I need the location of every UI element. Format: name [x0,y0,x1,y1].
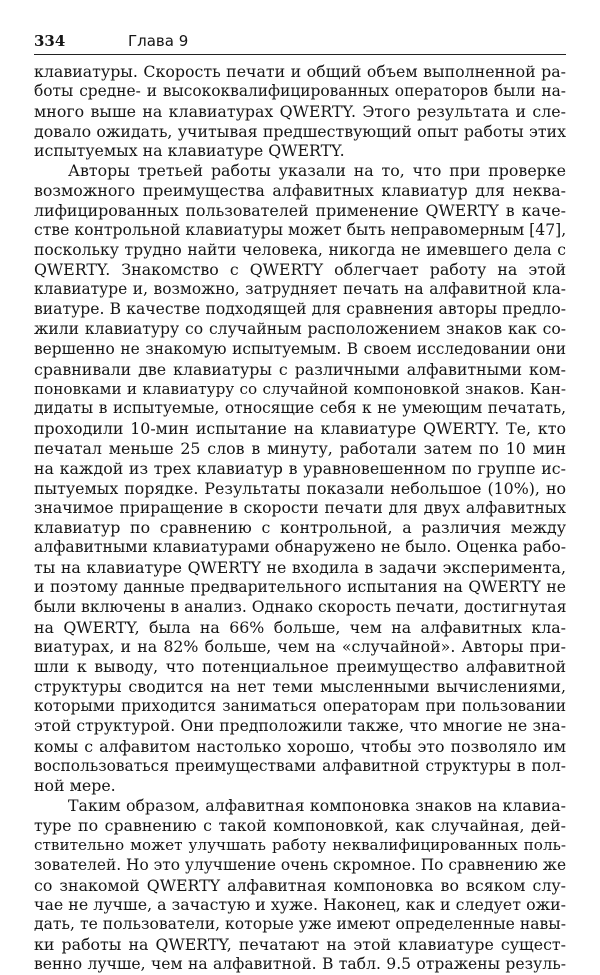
text-line: воспользоваться преимуществами алфавитной структуры в пол- [34,756,566,775]
text-line: венно лучше, чем на алфавитной. В табл. 9.5 отражены резуль- [34,954,566,973]
text-line: испытуемых на клавиатуре QWERTY. [34,141,345,161]
chapter-title: Глава 9 [128,32,189,50]
text-line: довало ожидать, учитывая предшествующий опыт работы этих [34,121,566,141]
page-number: 334 [34,32,66,50]
text-line: структуры сводится на нет теми мысленными вычислениями, [34,677,566,697]
text-line: жили клавиатуру со случайным расположением знаков как со- [34,319,566,338]
text-line: ной мере. [34,776,116,796]
text-line: лифицированных пользователей применение QWERTY в каче- [34,200,566,220]
text-line: и поэтому данные предварительного испытания на QWERTY не [34,577,566,596]
text-line: клавиатур по сравнению с контрольной, а различия между [34,518,566,538]
text-line: виатурах, и на 82% больше, чем на «случайной». Авторы при- [34,637,566,657]
text-line: виатуре. В качестве подходящей для сравнения авторы предло- [34,300,566,319]
text-line: стве контрольной клавиатуры может быть неправомерным [47], [34,220,566,239]
text-line: на каждой из трех клавиатур в уравновешенном по группе ис- [34,458,566,478]
text-line: QWERTY. Знакомство с QWERTY облегчает работу на этой [34,260,566,280]
text-line: алфавитными клавиатурами обнаружено не было. Оценка рабо- [34,538,566,557]
text-line: зователей. Но это улучшение очень скромное. По сравнению же [34,855,566,874]
text-line: поновками и клавиатуру со случайной компоновкой знаков. Кан- [34,379,566,398]
text-line: были включены в анализ. Однако скорость печати, достигнутая [34,597,566,616]
text-line: ты на клавиатуре QWERTY не входила в задачи эксперимента, [34,558,566,578]
text-line: туре по сравнению с такой компоновкой, как случайная, дей- [34,816,566,836]
text-line: Таким образом, алфавитная компоновка знаков на клавиа- [68,796,566,816]
text-line: этой структурой. Они предположили также, что многие не зна- [34,716,566,735]
text-line: значимое приращение в скорости печати для двух алфавитных [34,498,566,517]
text-line: проходили 10-мин испытание на клавиатуре QWERTY. Те, кто [34,419,566,439]
text-line: клавиатуры. Скорость печати и общий объем выполненной ра- [34,62,566,81]
text-line: поскольку трудно найти человека, никогда не имевшего дела с [34,240,566,259]
text-line: пытуемых порядке. Результаты показали небольшое (10%), но [34,478,566,498]
text-line: печатал меньше 25 слов в минуту, работали затем по 10 мин [34,439,566,459]
text-line: вершенно не знакомую испытуемым. В своем исследовании они [34,339,566,358]
text-line: Авторы третьей работы указали на то, что при проверке [68,161,566,181]
text-line: дать, те пользователи, которые уже имеют определенные навы- [34,915,566,934]
text-line: на QWERTY, была на 66% больше, чем на алфавитных кла- [34,617,566,637]
text-line: клавиатуре и, возможно, затрудняет печать на алфавитной кла- [34,280,566,299]
text-line: со знакомой QWERTY алфавитная компоновка во всяком слу- [34,875,566,895]
text-line: ки работы на QWERTY, печатают на этой клавиатуре сущест- [34,935,566,955]
text-line: чае не лучше, а зачастую и хуже. Наконец, как и следует ожи- [34,895,566,915]
text-line: ствительно может улучшать работу неквалифицированных поль- [34,835,566,854]
text-line: возможного преимущества алфавитных клавиатур для неква- [34,181,566,201]
text-line: комы с алфавитом настолько хорошо, чтобы это позволяло им [34,736,566,756]
text-line: шли к выводу, что потенциальное преимущество алфавитной [34,657,566,677]
running-header [34,32,566,55]
text-line: сравнивали две клавиатуры с различными алфавитными ком- [34,359,566,379]
text-line: дидаты в испытуемые, относящие себя к не умеющим печатать, [34,399,566,418]
text-line: боты средне- и высококвалифицированных операторов были на- [34,81,566,100]
text-line: которыми приходится заниматься операторам при пользовании [34,697,566,715]
text-line: много выше на клавиатурах QWERTY. Этого результата и сле- [34,101,566,121]
body-text [34,62,566,975]
